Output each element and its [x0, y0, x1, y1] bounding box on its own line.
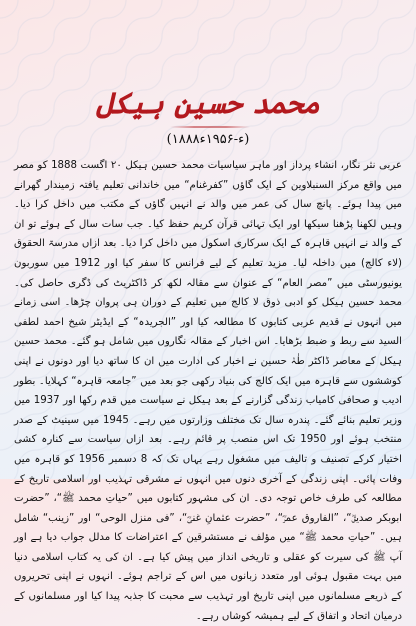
page-title: محمد حسین ہیکل [95, 86, 321, 120]
title-flourish [170, 126, 250, 128]
biography-paragraph: عربی نثر نگار، انشاء پرداز اور ماہر سیاسیات محمد حسین ہیکل ۲۰ اگست 1888 کو مصر میں واقع مرکز السنبلاوین کے ایک گاؤں ”کفرغنام“ میں خاندانی تعلیم یافتہ زمیندار گھرانے میں پیدا ہوئے۔ پانچ سال کی عمر میں والد نے انہیں گاؤں کے مکتب میں داخل کرا دیا۔ وہیں لکھنا پڑھنا سیکھا اور ایک تہائی قرآن کریم حفظ کیا۔ جب سات سال کے ہوئے تو ان کے والد نے انہیں قاہرہ کے ایک سرکاری اسکول میں داخل کرا دیا۔ بعد ازاں مدرسۃ الحقوق (لاء کالج) میں داخلہ لیا۔ مزید تعلیم کے لیے فرانس کا سفر کیا اور 1912 میں سوربون یونیورسٹی میں ”مصر العام“ کے عنوان سے مقالہ لکھ کر ڈاکٹریٹ کی ڈگری حاصل کی۔ محمد حسین ہیکل کو ادبی ذوق لا کالج میں تعلیم کے دوران ہی پروان چڑھا۔ اسی زمانے میں انہوں نے قدیم عربی کتابوں کا مطالعہ کیا اور ”الجریدہ“ کے ایڈیٹر شیخ احمد لطفی السید سے ربط و ضبط بڑھایا۔ اس اخبار کے مقالہ نگاروں میں شامل ہو گئے۔ محمد حسین ہیکل کے معاصر ڈاکٹر طٰہٰ حسین نے اخبار کی ادارت میں ان کا ساتھ دیا اور دونوں نے اپنی کوششوں سے قاہرہ میں ایک کالج کی بنیاد رکھی جو بعد میں ”جامعہ قاہرہ“ کہلایا۔ بطور ادیب و صحافی کامیاب زندگی گزارنے کے بعد ہیکل نے سیاست میں قدم رکھا اور 1937 میں وزیر تعلیم بنائے گئے۔ پندرہ سال تک مختلف وزارتوں میں رہے۔ 1945 میں سینیٹ کے صدر منتخب ہوئے اور 1950 تک اس منصب پر قائم رہے۔ بعد ازاں سیاست سے کنارہ کشی اختیار کرکے تصنیف و تالیف میں مشغول رہے یہاں تک کہ 8 دسمبر 1956 کو قاہرہ میں وفات پائی۔ اپنی زندگی کے آخری دنوں میں انہوں نے مشرقی تہذیب اور اسلامی تاریخ کے مطالعہ کی طرف خاص توجہ دی۔ ان کی مشہور کتابوں میں ”حیاتِ محمد ﷺ“، ”حضرت ابوبکر صدیقؓ“، ”الفاروق عمرؓ“، ”حضرت عثمانِ غنیؓ“، ”فی منزل الوحی“ اور ”زینب“ شامل ہیں۔ ”حیاتِ محمد ﷺ“ میں مؤلف نے مستشرقین کے اعتراضات کا مدلل جواب دیا ہے اور آپ ﷺ کی سیرت کو عقلی و تاریخی انداز میں پیش کیا ہے۔ ان کی یہ کتاب اسلامی دنیا میں بہت مقبول ہوئی اور متعدد زبانوں میں اس کے تراجم ہوئے۔ انہوں نے اپنی تحریروں کے ذریعے مسلمانوں میں اپنی تاریخ اور تہذیب سے محبت کا جذبہ پیدا کیا اور مسلمانوں کے درمیان اتحاد و اتفاق کے لیے ہمیشہ کوشاں رہے۔ [14, 160, 402, 622]
biography-text [14, 156, 402, 626]
life-dates: (۱۸۸۸ء-۱۹۵۶ء) [166, 132, 250, 147]
